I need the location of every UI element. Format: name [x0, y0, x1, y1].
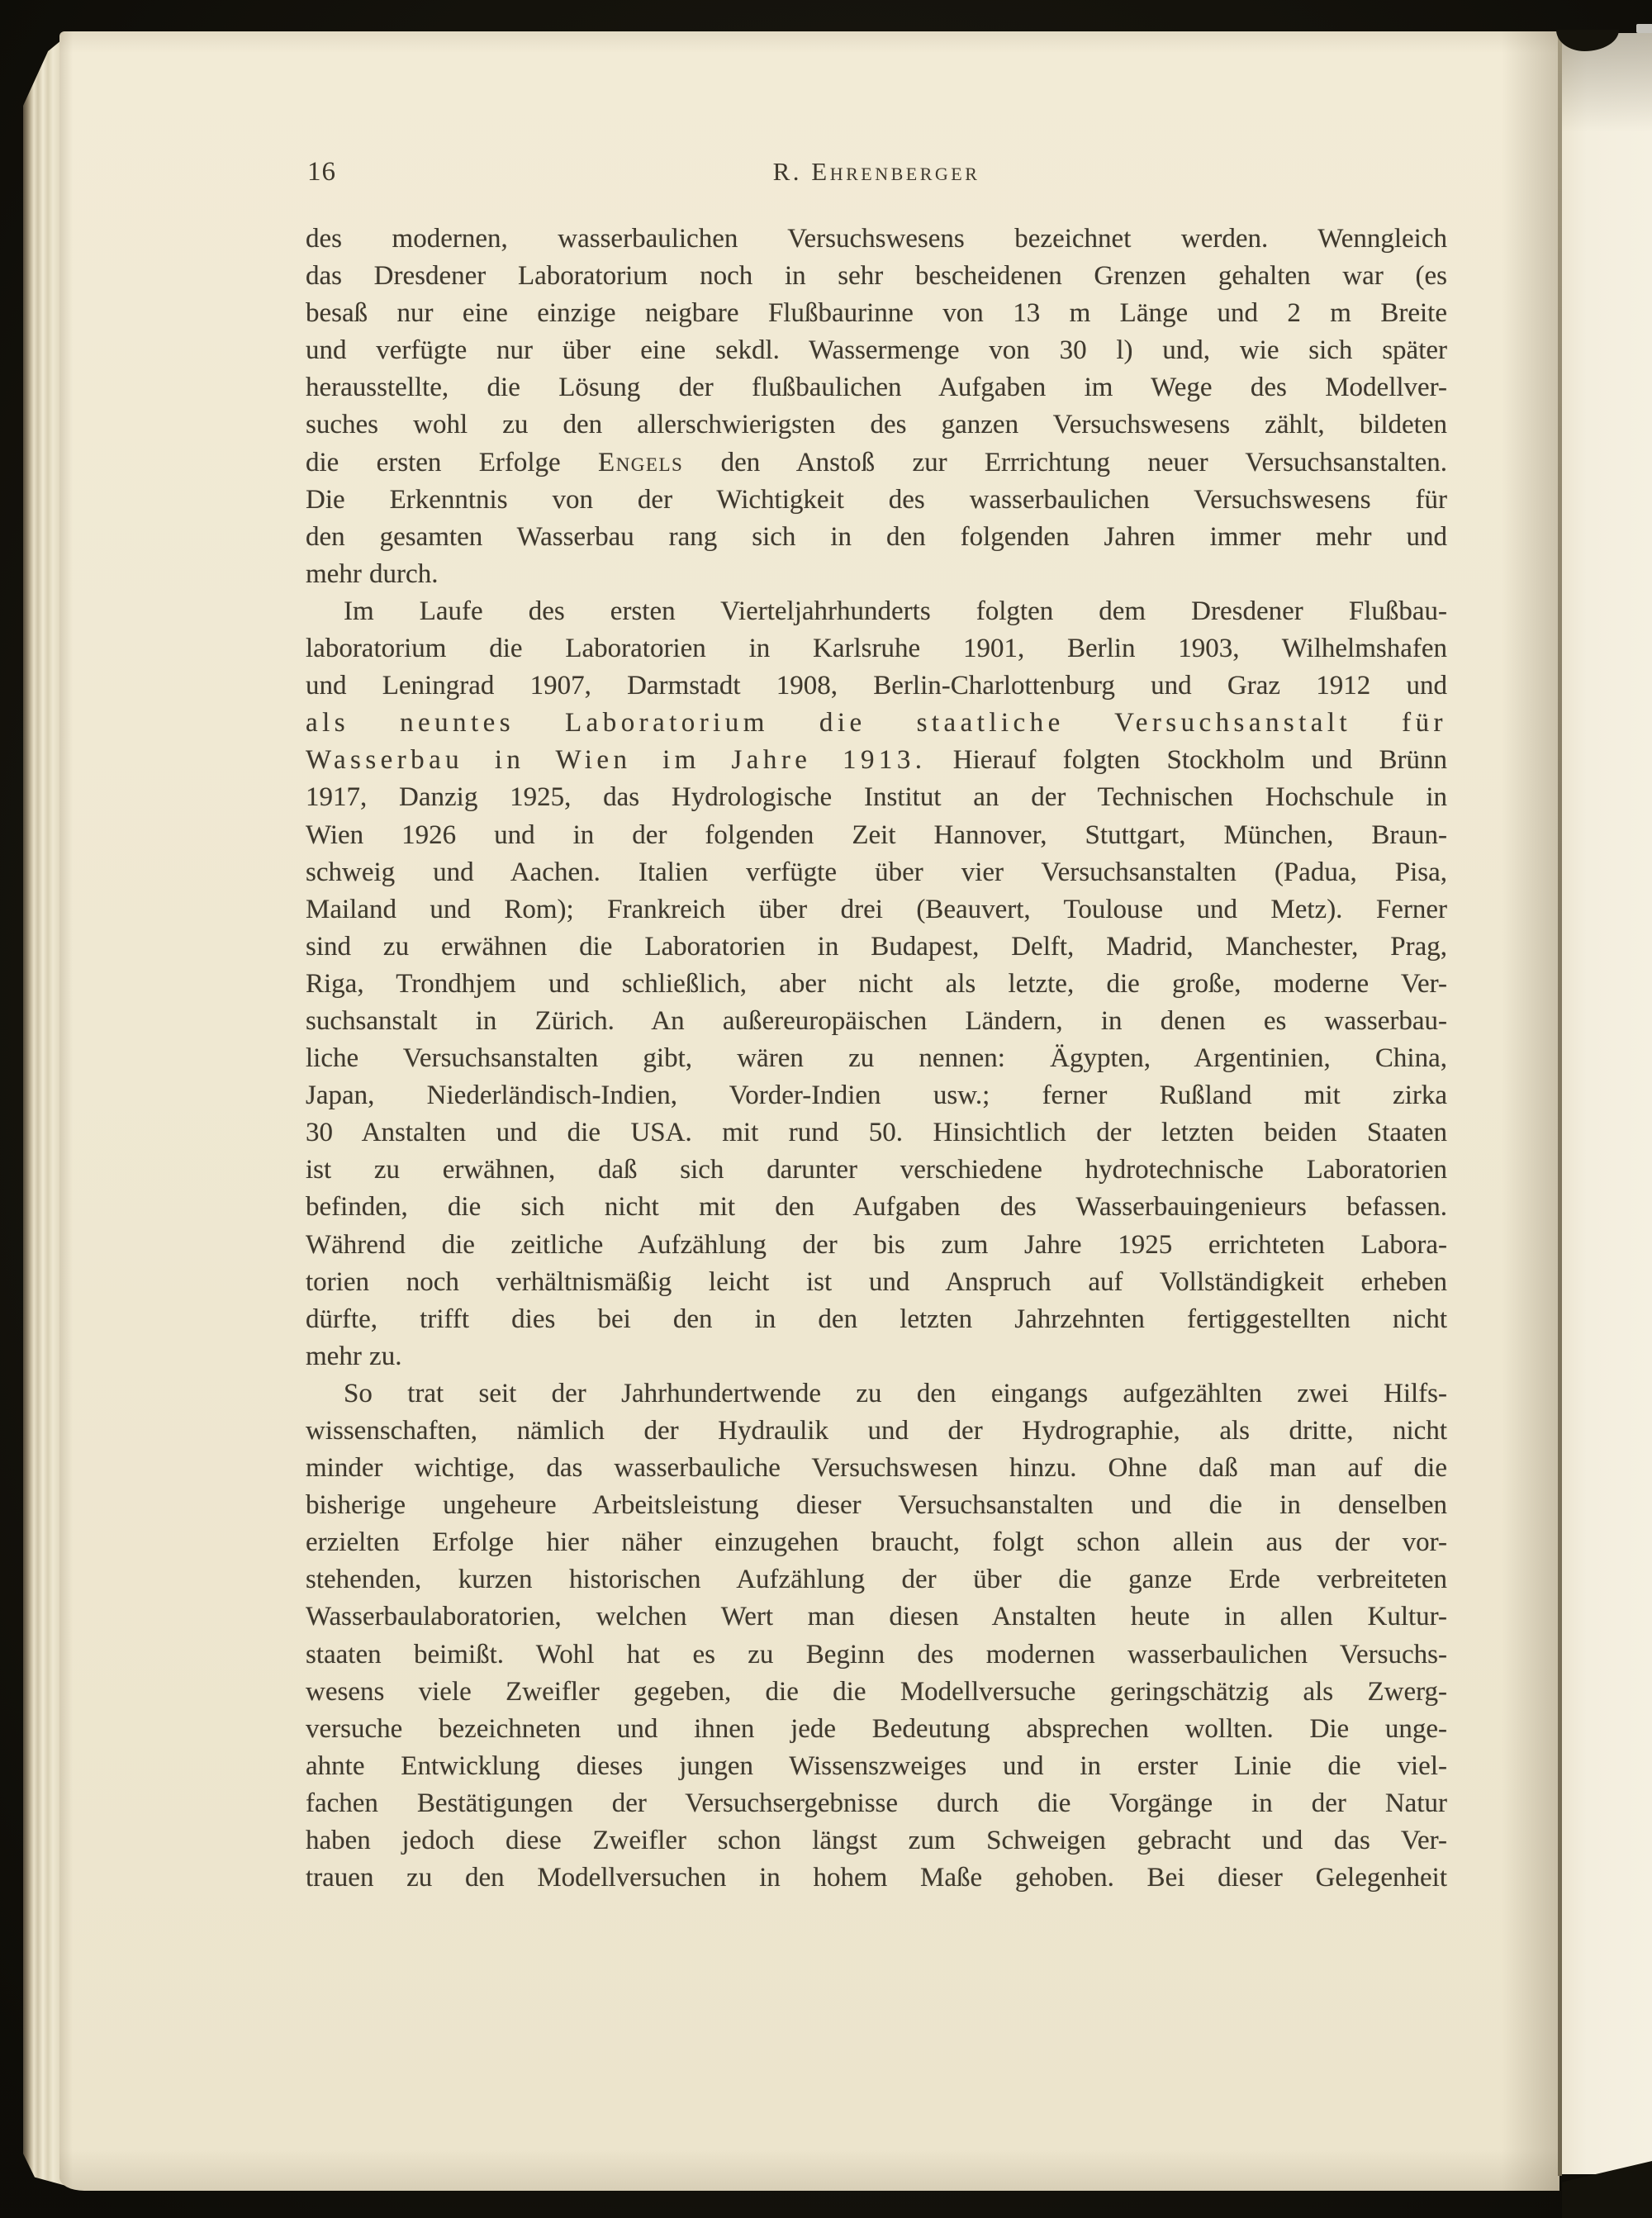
page-body-text	[306, 221, 1447, 1897]
text-segment: des modernen, wasserbaulichen Versuchswesens bezeichnet werden. Wenngleich	[306, 224, 1447, 254]
text-line	[306, 482, 1447, 519]
text-segment: Während die zeitliche Aufzählung der bis zum Jahre 1925 errichteten Labora-	[306, 1229, 1447, 1260]
text-segment: den Anstoß zur Errrichtung neuer Versuchsanstalten.	[683, 447, 1448, 477]
text-segment: Riga, Trondhjem und schließlich, aber nicht als letzte, die große, moderne Ver-	[306, 968, 1447, 999]
text-segment: ahnte Entwicklung dieses jungen Wissenszweiges und in erster Linie die viel-	[306, 1750, 1447, 1781]
text-line	[306, 1114, 1447, 1152]
text-line	[306, 779, 1447, 816]
text-segment: minder wichtige, das wasserbauliche Versuchswesen hinzu. Ohne daß man auf die	[306, 1453, 1447, 1484]
text-segment: Die Erkenntnis von der Wichtigkeit des wasserbaulichen Versuchswesens für	[306, 484, 1447, 515]
text-segment: mehr zu.	[306, 1341, 402, 1371]
text-segment: Hierauf folgten Stockholm und Brünn	[926, 745, 1447, 776]
text-line	[306, 369, 1447, 406]
text-line	[306, 854, 1447, 891]
text-segment: herausstellte, die Lösung der flußbaulichen Aufgaben im Wege des Modellver-	[306, 373, 1447, 403]
letterspaced-emphasis: als neuntes Laboratorium die staatliche Versuchsanstalt für	[306, 708, 1447, 739]
text-line	[306, 1859, 1447, 1897]
text-segment: schweig und Aachen. Italien verfügte über vier Versuchsanstalten (Padua, Pisa,	[306, 857, 1447, 887]
text-segment: trauen zu den Modellversuchen in hohem Maße gehoben. Bei dieser Gelegenheit	[306, 1863, 1447, 1893]
text-segment: und Leningrad 1907, Darmstadt 1908, Berlin-Charlottenburg und Graz 1912 und	[306, 671, 1447, 701]
text-segment: sind zu erwähnen die Laboratorien in Budapest, Delft, Madrid, Manchester, Prag,	[306, 931, 1447, 962]
text-segment: Wien 1926 und in der folgenden Zeit Hannover, Stuttgart, München, Braun-	[306, 819, 1447, 850]
text-line	[306, 1040, 1447, 1077]
text-segment: Japan, Niederländisch-Indien, Vorder-Indien usw.; ferner Rußland mit zirka	[306, 1081, 1447, 1111]
text-line	[306, 1077, 1447, 1114]
text-line	[306, 1487, 1447, 1524]
text-line	[306, 258, 1447, 295]
text-segment: haben jedoch diese Zweifler schon längst zum Schweigen gebracht und das Ver-	[306, 1826, 1447, 1856]
text-line	[306, 1561, 1447, 1598]
text-line	[306, 817, 1447, 854]
text-segment: fachen Bestätigungen der Versuchsergebnisse durch die Vorgänge in der Natur	[306, 1788, 1447, 1818]
paragraph	[306, 221, 1447, 593]
text-segment: dürfte, trifft dies bei den in den letzten Jahrzehnten fertiggestellten nicht	[306, 1304, 1447, 1334]
running-head: R. Ehrenberger	[772, 157, 980, 186]
text-line	[306, 556, 1447, 593]
text-segment: suches wohl zu den allerschwierigsten des ganzen Versuchswesens zählt, bildeten	[306, 410, 1447, 440]
page-header	[306, 154, 1447, 190]
text-line	[306, 1227, 1447, 1264]
text-segment: stehenden, kurzen historischen Aufzählung der über die ganze Erde verbreiteten	[306, 1565, 1447, 1595]
text-segment: die ersten Erfolge	[306, 447, 599, 477]
text-segment: bisherige ungeheure Arbeitsleistung dieser Versuchsanstalten und die in denselben	[306, 1490, 1447, 1521]
text-line	[306, 667, 1447, 705]
text-line	[306, 332, 1447, 369]
author-reference-smallcaps: Engels	[598, 447, 684, 477]
text-segment: wesens viele Zweifler gegeben, die die Modellversuche geringschätzig als Zwerg-	[306, 1676, 1447, 1707]
text-line	[306, 593, 1447, 630]
text-line	[306, 1748, 1447, 1785]
text-line	[306, 1189, 1447, 1226]
text-segment: den gesamten Wasserbau rang sich in den folgenden Jahren immer mehr und	[306, 521, 1447, 552]
text-line	[306, 1785, 1447, 1822]
text-line	[306, 1375, 1447, 1413]
text-line	[306, 891, 1447, 929]
text-segment: mehr durch.	[306, 558, 439, 589]
text-line	[306, 1636, 1447, 1674]
text-segment: erzielten Erfolge hier näher einzugehen braucht, folgt schon allein aus der vor-	[306, 1527, 1447, 1558]
text-line	[306, 1822, 1447, 1859]
adjacent-page	[1562, 33, 1652, 2174]
text-segment: Wasserbaulaboratorien, welchen Wert man diesen Anstalten heute in allen Kultur-	[306, 1602, 1447, 1632]
text-line	[306, 519, 1447, 556]
text-segment: besaß nur eine einzige neigbare Flußbaurinne von 13 m Länge und 2 m Breite	[306, 298, 1447, 329]
text-segment: versuche bezeichneten und ihnen jede Bedeutung absprechen wollten. Die unge-	[306, 1713, 1447, 1744]
text-segment: befinden, die sich nicht mit den Aufgaben des Wasserbauingenieurs befassen.	[306, 1192, 1447, 1223]
text-segment: Im Laufe des ersten Vierteljahrhunderts folgten dem Dresdener Flußbau-	[344, 596, 1447, 626]
text-line	[306, 1003, 1447, 1040]
text-line	[306, 630, 1447, 667]
text-line	[306, 1598, 1447, 1636]
text-segment: laboratorium die Laboratorien in Karlsruhe 1901, Berlin 1903, Wilhelmshafen	[306, 634, 1447, 664]
text-segment: ist zu erwähnen, daß sich darunter verschiedene hydrotechnische Laboratorien	[306, 1155, 1447, 1185]
text-column	[306, 154, 1447, 1897]
text-line	[306, 1711, 1447, 1748]
text-line	[306, 1264, 1447, 1301]
text-segment: liche Versuchsanstalten gibt, wären zu nennen: Ägypten, Argentinien, China,	[306, 1043, 1447, 1074]
text-segment: und verfügte nur über eine sekdl. Wassermenge von 30 l) und, wie sich später	[306, 335, 1447, 366]
paragraph	[306, 1375, 1447, 1897]
text-line	[306, 406, 1447, 444]
page-number: 16	[307, 157, 336, 187]
text-segment: das Dresdener Laboratorium noch in sehr bescheidenen Grenzen gehalten war (es	[306, 261, 1447, 292]
text-line	[306, 705, 1447, 742]
text-line	[306, 742, 1447, 779]
text-segment: 30 Anstalten und die USA. mit rund 50. Hinsichtlich der letzten beiden Staaten	[306, 1118, 1447, 1148]
text-line	[306, 1524, 1447, 1561]
text-line	[306, 966, 1447, 1003]
text-segment: torien noch verhältnismäßig leicht ist und Anspruch auf Vollständigkeit erheben	[306, 1266, 1447, 1297]
text-line	[306, 1152, 1447, 1189]
text-line	[306, 929, 1447, 966]
text-line	[306, 1301, 1447, 1338]
paragraph	[306, 593, 1447, 1375]
book-page	[59, 31, 1559, 2191]
book-cover-sliver	[1636, 24, 1652, 33]
text-segment: staaten beimißt. Wohl hat es zu Beginn des modernen wasserbaulichen Versuchs-	[306, 1639, 1447, 1669]
letterspaced-emphasis: Wasserbau in Wien im Jahre 1913.	[306, 745, 927, 776]
text-line	[306, 444, 1447, 482]
text-line	[306, 1674, 1447, 1711]
text-line	[306, 1338, 1447, 1375]
text-segment: Mailand und Rom); Frankreich über drei (Beauvert, Toulouse und Metz). Ferner	[306, 894, 1447, 924]
text-segment: wissenschaften, nämlich der Hydraulik und der Hydrographie, als dritte, nicht	[306, 1416, 1447, 1446]
text-line	[306, 295, 1447, 332]
text-segment: So trat seit der Jahrhundertwende zu den eingangs aufgezählten zwei Hilfs-	[344, 1378, 1447, 1408]
text-line	[306, 1413, 1447, 1450]
text-line	[306, 1450, 1447, 1487]
text-line	[306, 221, 1447, 258]
text-segment: suchsanstalt in Zürich. An außereuropäischen Ländern, in denen es wasserbau-	[306, 1005, 1447, 1036]
text-segment: 1917, Danzig 1925, das Hydrologische Institut an der Technischen Hochschule in	[306, 782, 1447, 813]
